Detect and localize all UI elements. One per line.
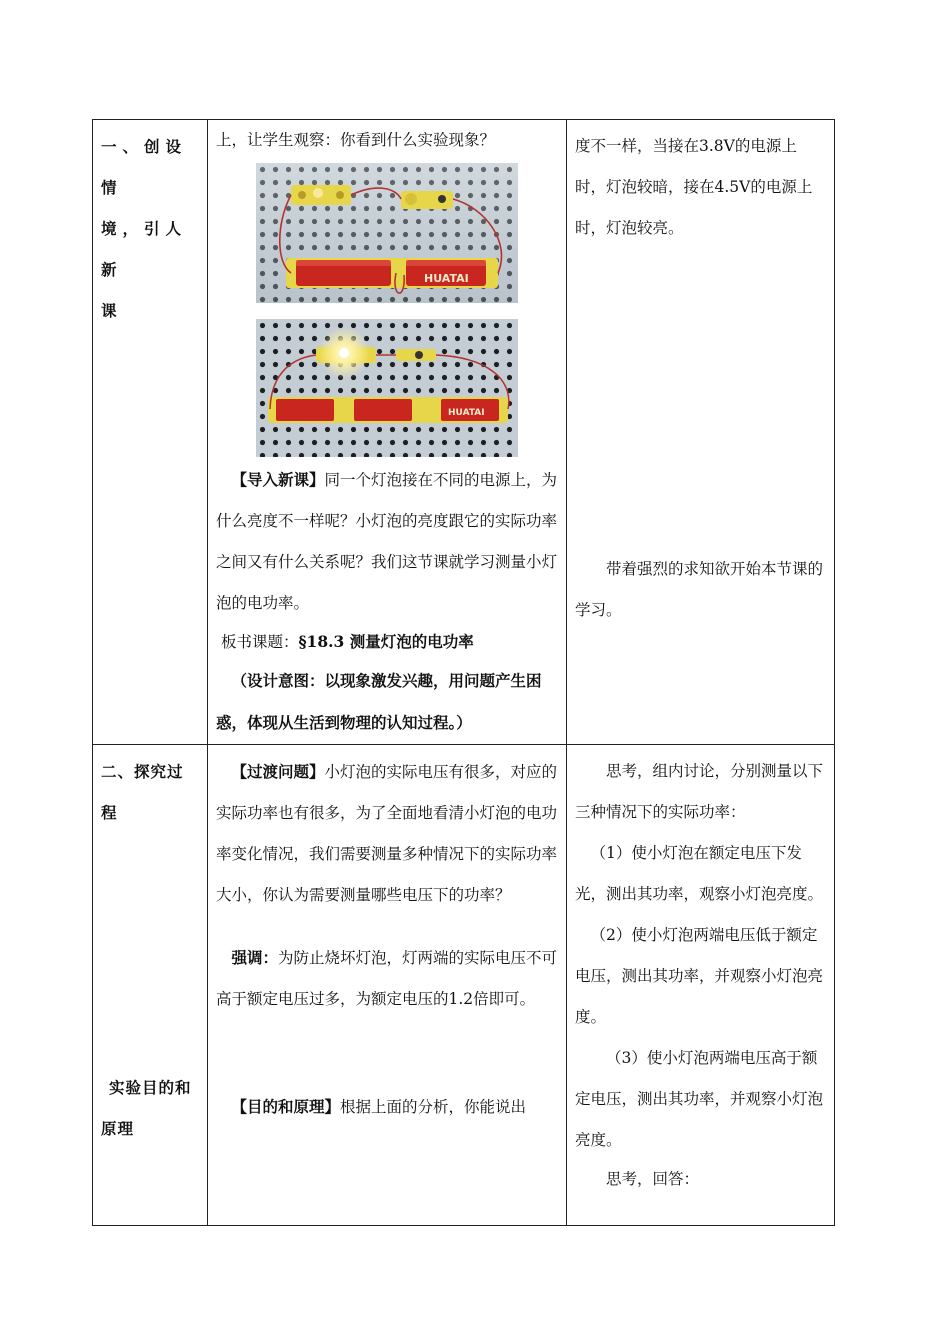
circuit-photo-2 [256,319,518,457]
section-title-line: 境，引人新 [101,219,188,279]
board-label: 板书课题： [220,633,299,651]
lesson-plan-table [92,119,835,1226]
import-paragraph [216,459,558,624]
table-row [93,120,835,745]
purpose-tag: 【目的和原理】 [231,1097,341,1116]
table-row [93,745,835,1226]
design-note [216,660,558,744]
teacher-text: 上，让学生观察：你看到什么实验现象？ [216,131,496,149]
import-tag: 【导入新课】 [231,470,325,489]
emphasis-tag: 强调： [231,948,279,967]
emphasis-text: 为防止烧坏灯泡，灯两端的实际电压不可高于额定电压过多，为额定电压的1.2倍即可。 [216,949,558,1008]
battery-brand-text: HUATAI [424,272,469,285]
student-text: 度不一样，当接在3.8V的电源上时，灯泡较暗，接在4.5V的电源上时，灯泡较亮。 [575,137,813,237]
section-cell [93,745,208,1226]
transition-paragraph [216,751,558,916]
emphasis-paragraph [216,937,558,1020]
case-item: （2）使小灯泡两端电压低于额定电压，测出其功率，并观察小灯泡亮度。 [575,926,824,1026]
student-activity-cell [567,120,835,745]
teacher-activity-cell [208,120,567,745]
section-title-line: 课 [101,301,118,320]
case-item: （3）使小灯泡两端电压高于额定电压，测出其功率，并观察小灯泡亮度。 [575,1049,824,1149]
purpose-text: 根据上面的分析，你能说出 [340,1098,527,1116]
circuit-photo-1 [256,163,518,303]
student-text: 思考，回答： [606,1170,700,1188]
student-text: 带着强烈的求知欲开始本节课的学习。 [575,560,824,619]
student-activity-cell [567,745,835,1226]
transition-tag: 【过渡问题】 [231,762,325,781]
subsection-title-line: 实验目的和 [109,1078,192,1097]
purpose-paragraph [216,1086,558,1128]
subsection-title-line: 原理 [101,1119,135,1138]
board-title: §18.3 测量灯泡的电功率 [298,632,474,651]
case-item: （1）使小灯泡在额定电压下发光，测出其功率，观察小灯泡亮度。 [575,844,824,903]
student-text: 思考，组内讨论，分别测量以下三种情况下的实际功率： [575,762,824,821]
board-title-line [216,624,558,660]
import-text: 同一个灯泡接在不同的电源上，为什么亮度不一样呢？小灯泡的亮度跟它的实际功率之间又有什么关系呢？我们这节课就学习测量小灯泡的电功率。 [216,471,558,612]
transition-text: 小灯泡的实际电压有很多，对应的实际功率也有很多，为了全面地看清小灯泡的电功率变化情况，我们需要测量多种情况下的实际功率大小，你认为需要测量哪些电压下的功率？ [216,763,558,904]
section-title-line: 程 [101,803,118,822]
battery-brand-text: HUATAI [448,408,485,418]
teacher-activity-cell [208,745,567,1226]
section-title-line: 一、创设情 [101,137,188,197]
section-title-line: 二、探究过 [101,762,184,781]
design-note-text: （设计意图：以现象激发兴趣，用问题产生困惑，体现从生活到物理的认知过程。） [216,671,542,732]
section-cell [93,120,208,745]
